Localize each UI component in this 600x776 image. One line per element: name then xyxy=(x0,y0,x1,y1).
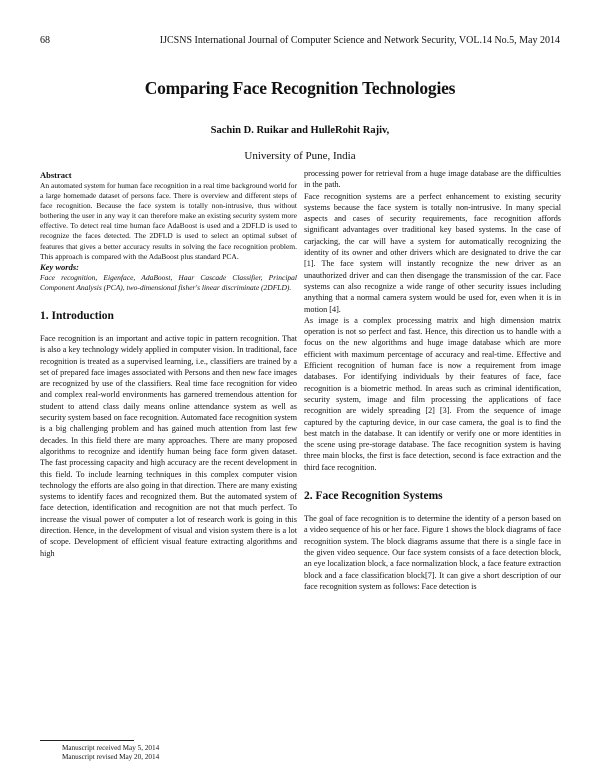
abstract-text: An automated system for human face recognition in a real time background world for a large homemade dataset of persons face. There is overview and different steps of face recognition. Because the face system is totally non-intrusive, thus without bothering the user in any way it can therefore make an existing security system more effective. To detect real time human face AdaBoost is used and a 2DFLD is used to recognize the faces detected. The 2DFLD is used to select an optimal subset of features that gives a better accuracy results in solving the face recognition problem. This approach is compared with the AdaBoost plus standard PCA. xyxy=(40,181,297,261)
page-number: 68 xyxy=(40,35,50,46)
paper-title: Comparing Face Recognition Technologies xyxy=(144,78,456,98)
footnote-revised: Manuscript revised May 20, 2014 xyxy=(62,753,160,762)
footnote-received: Manuscript received May 5, 2014 xyxy=(62,744,160,752)
page-header xyxy=(40,34,560,48)
paragraph-systems: The goal of face recognition is to determine the identity of a person based on a video sequence of his or her face. Figure 1 shows the block diagrams of face recognition system. The block diagrams assume that there is a single face in the given video sequence. Our face system consists of a face detection block, an eye localization block, a face normalization block, a face feature extraction block and a face classification block[7]. It can give a short description of our face recognition system as follows: Face detection is xyxy=(304,514,561,591)
section-heading-face-recognition-systems: 2. Face Recognition Systems xyxy=(304,490,443,503)
abstract-heading: Abstract xyxy=(40,170,72,180)
section-heading-introduction: 1. Introduction xyxy=(40,309,114,322)
journal-header: IJCSNS International Journal of Computer Science and Network Security, VOL.14 No.5, May 2014 xyxy=(159,35,560,46)
paragraph-security: Face recognition systems are a perfect enhancement to existing security systems because the face system is totally non-intrusive. In many special aspects and cases of security requirements, face recognition affords significant advantages over traditional key based systems. In the case of carjacking, the car will have a system for automatically recognizing the identity of its owner and other drivers which are designated to drive the car [1]. The face system will instantly recognize the new driver as an unauthorized driver and can then disengage the transmission of the car. Face systems can also recognize a wide range of other security issues including anything that a normal camera system would be used for, even when it is in motion [4]. xyxy=(304,191,561,314)
paragraph-image-processing: As image is a complex processing matrix and high dimension matrix operation is not so perfect and fast. Hence, this direction us to handle with a focus on the new algorithms and huge image database which are more efficient with maximum percentage of accuracy and real-time. Effective and Efficient recognition of human face is now a requirement from image databases. For identifying individuals by their features of face, face recognition is a biometric method. In areas such as criminal identification, security system, image and film processing the applications of face recognition are widely spreading [2] [3]. From the sequence of image captured by the capturing device, in our case camera, the goal is to find the best match in the database. It can identify or verify one or more identities in the scene using pre-storage database. The face recognition system is having three main blocks, the first is face detection, second is face extraction and the third face recognition. xyxy=(304,315,561,472)
footnote-divider xyxy=(40,740,134,741)
keywords-heading: Key words: xyxy=(40,261,79,272)
footnotes xyxy=(62,744,159,763)
introduction-paragraph: Face recognition is an important and active topic in pattern recognition. That is also a key technology widely applied in computer vision. In traditional, face recognition is treated as a supervised learning, i.e., classifiers are trained by a set of prepared face images associated with Persons and then new face images are recognized by use of the classifiers. Real time face recognition for video and complex real-world environments has garnered tremendous attention for student to attend class daily means online attendance system as well as security system based on face recognition. Automated face recognition system is a big challenging problem and has gained much attention from last few decades. In this field there are many approaches. There are many proposed algorithms to recognize and identify human being face form given dataset. The fast processing capacity and high accuracy are the recent development in this field. To include learning techniques in this complex computer vision technology the efforts are also going in that direction. There are many existing systems to identify faces and recognized them. But the automated system of face detection, identification and recognition are not that much perfect. To increase the visual power of computer a lot of research work is going in this direction. Hence, in the development of visual and vision system there is a lot of scope. Development of efficient visual feature extracting algorithms and high xyxy=(40,333,297,558)
paragraph-continued: processing power for retrieval from a huge image database are the difficulties in the path. xyxy=(304,169,561,190)
left-column xyxy=(40,170,297,559)
keywords-text: Face recognition, Eigenface, AdaBoost, Haar Cascade Classifier, Principal Component Analysis (PCA), two-dimensional fisher's linear discriminate (2DFLD). xyxy=(40,272,297,292)
author-line: Sachin D. Ruikar and HulleRohit Rajiv, xyxy=(210,125,390,136)
affiliation: University of Pune, India xyxy=(244,150,356,162)
right-column xyxy=(304,168,561,592)
